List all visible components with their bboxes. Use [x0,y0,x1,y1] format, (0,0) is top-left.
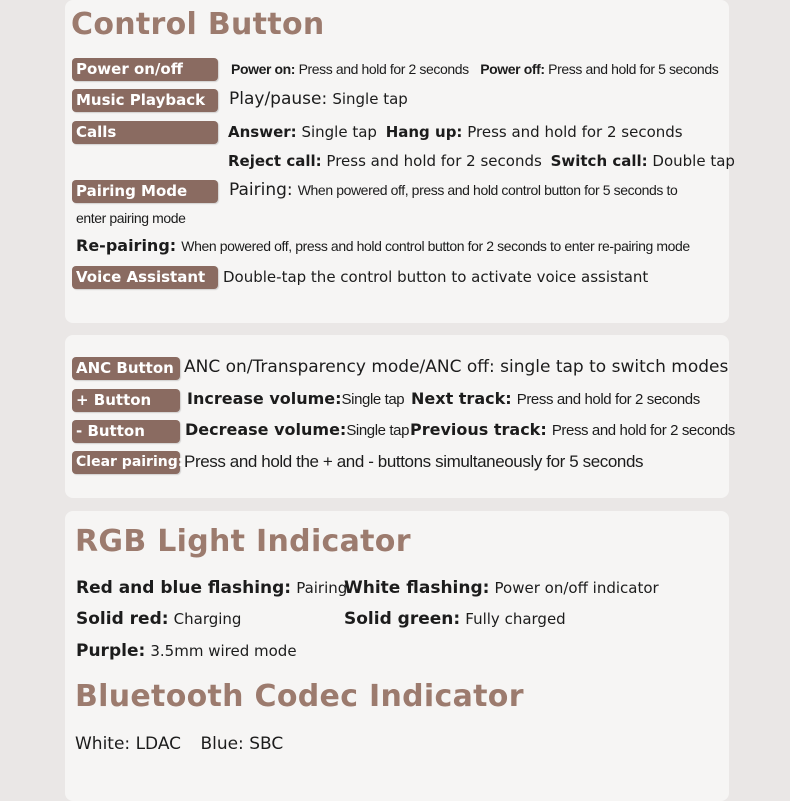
anc-text: ANC on/Transparency mode/ANC off: single tap to switch modes [184,357,729,377]
answer-label: Answer: [228,123,297,141]
answer-text: Single tap [301,123,377,141]
decrease-text: Single tap [346,422,410,439]
solid-red-text: Charging [173,610,242,628]
minus-row [185,420,409,439]
pairing-tag: Pairing Mode [72,180,218,203]
white-flash-label: White flashing: [344,578,490,598]
repairing-label: Re-pairing: [76,236,177,255]
power-tag: Power on/off [72,58,218,81]
power-on-text: Press and hold for 2 seconds [298,61,469,77]
hangup-label: Hang up: [385,123,463,141]
pairing-text: When powered off, press and hold control button for 5 seconds to [297,182,678,198]
next-label: Next track: [411,389,512,408]
power-row [231,61,718,77]
red-blue-text: Pairing [296,579,348,597]
voice-tag: Voice Assistant [72,266,218,289]
calls-tag: Calls [72,121,218,144]
previous-row [410,420,735,439]
power-off-label: Power off: [480,61,545,77]
codec-blue-text: Blue: SBC [200,734,284,754]
music-row [229,89,408,109]
decrease-label: Decrease volume: [185,420,347,439]
power-off-text: Press and hold for 5 seconds [548,61,719,77]
previous-text: Press and hold for 2 seconds [551,422,735,439]
minus-tag: - Button [72,420,180,443]
codec-white-text: White: LDAC [75,734,182,754]
clear-pairing-text: Press and hold the + and - buttons simultaneously for 5 seconds [184,452,644,471]
anc-tag: ANC Button [72,357,180,380]
previous-label: Previous track: [410,420,547,439]
music-tag: Music Playback [72,89,218,112]
plus-tag: + Button [72,389,180,412]
rgb-row-3 [76,641,297,661]
calls-row-2 [228,152,735,170]
purple-text: 3.5mm wired mode [150,642,297,660]
repairing-text: When powered off, press and hold control button for 2 seconds to enter re-pairing mode [181,238,690,254]
increase-label: Increase volume: [187,389,342,408]
voice-text: Double-tap the control button to activate voice assistant [223,268,649,286]
red-blue-label: Red and blue flashing: [76,578,292,598]
increase-text: Single tap [341,391,405,408]
pairing-label: Pairing: [229,180,293,200]
calls-row-1 [228,123,683,141]
reject-text: Press and hold for 2 seconds [326,152,542,170]
pairing-row [229,180,677,200]
solid-green-label: Solid green: [344,609,461,629]
play-pause-label: Play/pause: [229,89,328,109]
power-on-label: Power on: [231,61,296,77]
pairing-text-cont: enter pairing mode [76,210,186,226]
solid-red-label: Solid red: [76,609,169,629]
next-row [411,389,700,408]
control-button-title: Control Button [71,7,325,42]
switch-label: Switch call: [550,152,648,170]
rgb-row-1-right [344,578,659,598]
purple-label: Purple: [76,641,146,661]
rgb-row-2-right [344,609,566,629]
plus-row [187,389,404,408]
codec-row [75,734,283,754]
white-flash-text: Power on/off indicator [494,579,659,597]
codec-title: Bluetooth Codec Indicator [75,679,524,714]
hangup-text: Press and hold for 2 seconds [467,123,683,141]
switch-text: Double tap [652,152,735,170]
rgb-row-1-left [76,578,347,598]
clear-pairing-tag: Clear pairing: [72,451,180,474]
rgb-title: RGB Light Indicator [75,524,411,559]
repairing-row [76,236,690,255]
next-text: Press and hold for 2 seconds [516,391,700,408]
solid-green-text: Fully charged [465,610,566,628]
rgb-row-2-left [76,609,241,629]
play-pause-text: Single tap [332,90,408,108]
reject-label: Reject call: [228,152,322,170]
